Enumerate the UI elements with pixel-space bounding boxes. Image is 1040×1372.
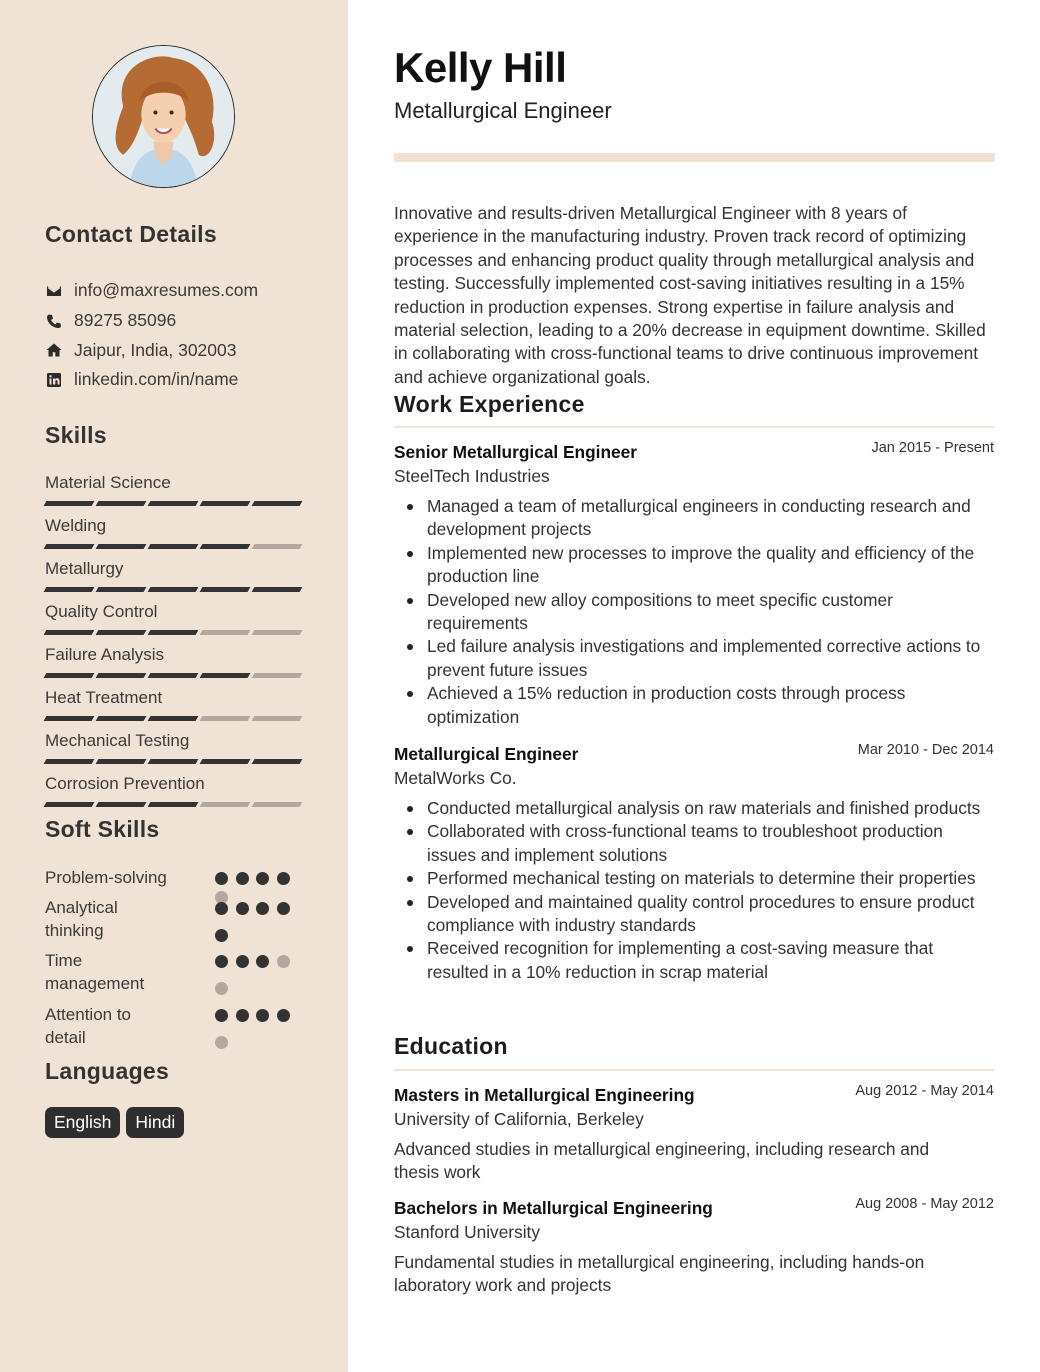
- skill-item: [45, 515, 303, 558]
- phone-icon: [45, 312, 63, 330]
- skill-level-bar: [45, 587, 303, 592]
- soft-skill-dot: [215, 902, 228, 915]
- company-name: SteelTech Industries: [394, 466, 550, 486]
- skill-level-segment: [96, 587, 147, 592]
- skill-item: [45, 472, 303, 515]
- skill-level-segment: [96, 501, 147, 506]
- avatar: [92, 45, 235, 188]
- skill-level-segment: [252, 759, 303, 764]
- soft-skill-dot: [215, 955, 228, 968]
- skill-level-segment: [200, 716, 251, 721]
- contact-list: [45, 276, 335, 395]
- skill-name: Mechanical Testing: [45, 731, 190, 750]
- skill-level-segment: [252, 716, 303, 721]
- languages-heading: Languages: [45, 1058, 170, 1084]
- skill-level-segment: [200, 630, 251, 635]
- list-item: Collaborated with cross-functional teams to troubleshoot production issues and implement solutions: [394, 820, 994, 867]
- skill-level-segment: [44, 673, 95, 678]
- experience-entry: [394, 744, 994, 984]
- soft-skill-dot: [215, 872, 228, 885]
- entry-header: [394, 1198, 994, 1221]
- list-item: Implemented new processes to improve the quality and efficiency of the production line: [394, 542, 994, 589]
- contact-email-text: info@maxresumes.com: [74, 280, 259, 301]
- contact-heading: Contact Details: [45, 221, 217, 247]
- skill-item: [45, 558, 303, 601]
- soft-skill-dots: [215, 949, 295, 1003]
- soft-skill-dot: [215, 929, 228, 942]
- entry-header: [394, 744, 994, 767]
- skill-level-segment: [252, 501, 303, 506]
- skill-level-bar: [45, 716, 303, 721]
- skill-level-segment: [96, 759, 147, 764]
- soft-skill-dot: [256, 872, 269, 885]
- skill-item: [45, 773, 303, 816]
- soft-skill-dot: [236, 872, 249, 885]
- skill-level-bar: [45, 501, 303, 506]
- school-name: University of California, Berkeley: [394, 1109, 644, 1129]
- skill-level-segment: [96, 716, 147, 721]
- contact-linkedin-text: linkedin.com/in/name: [74, 369, 239, 390]
- list-item: Performed mechanical testing on materials to determine their properties: [394, 867, 994, 890]
- list-item: Developed new alloy compositions to meet specific customer requirements: [394, 589, 994, 636]
- skill-level-segment: [252, 544, 303, 549]
- job-date: Mar 2010 - Dec 2014: [857, 742, 994, 758]
- skill-name: Heat Treatment: [45, 688, 163, 707]
- soft-skill-name: Time management: [45, 951, 145, 993]
- soft-skill-dot: [277, 955, 290, 968]
- education-entry: [394, 1198, 994, 1298]
- home-icon: [45, 341, 63, 359]
- contact-email[interactable]: [45, 276, 335, 306]
- education-entry: [394, 1085, 994, 1185]
- education-heading: Education: [394, 1033, 508, 1059]
- skill-level-segment: [148, 716, 199, 721]
- experience-entry: [394, 442, 994, 729]
- languages-list: [45, 1107, 184, 1138]
- skill-level-segment: [200, 501, 251, 506]
- section-divider: [394, 426, 994, 428]
- skill-level-segment: [252, 673, 303, 678]
- skills-list: [45, 472, 303, 816]
- skill-level-segment: [148, 673, 199, 678]
- skill-level-bar: [45, 630, 303, 635]
- list-item: Achieved a 15% reduction in production costs through process optimization: [394, 682, 994, 729]
- soft-skill-dot: [256, 1009, 269, 1022]
- soft-skill-dots: [215, 1003, 295, 1057]
- work-experience-heading: Work Experience: [394, 391, 585, 417]
- linkedin-icon: [45, 371, 63, 389]
- envelope-icon: [45, 282, 63, 300]
- skill-level-segment: [44, 716, 95, 721]
- skill-item: [45, 601, 303, 644]
- skill-item: [45, 730, 303, 773]
- skill-level-segment: [96, 673, 147, 678]
- job-date: Jan 2015 - Present: [871, 440, 994, 456]
- skill-level-bar: [45, 673, 303, 678]
- education-date: Aug 2008 - May 2012: [855, 1196, 994, 1212]
- list-item: Managed a team of metallurgical engineers in conducting research and development projects: [394, 495, 994, 542]
- soft-skill-item: [45, 866, 335, 896]
- header-divider: [394, 153, 995, 162]
- skill-level-segment: [96, 544, 147, 549]
- degree-title: Masters in Metallurgical Engineering: [394, 1085, 695, 1105]
- skill-level-segment: [44, 501, 95, 506]
- soft-skill-dot: [236, 955, 249, 968]
- education-description: Advanced studies in metallurgical engineering, including research and thesis work: [394, 1139, 930, 1183]
- soft-skill-dot: [277, 872, 290, 885]
- contact-address: [45, 335, 335, 365]
- skill-name: Welding: [45, 516, 107, 535]
- soft-skill-dot: [215, 982, 228, 995]
- entry-header: [394, 1085, 994, 1108]
- section-divider: [394, 1069, 994, 1071]
- sidebar: [0, 0, 348, 1372]
- soft-skill-item: [45, 1003, 335, 1057]
- skill-level-segment: [148, 544, 199, 549]
- skill-level-segment: [148, 587, 199, 592]
- soft-skill-dot: [236, 1009, 249, 1022]
- soft-skill-dot: [277, 902, 290, 915]
- school-name: Stanford University: [394, 1222, 540, 1242]
- skill-level-segment: [148, 802, 199, 807]
- contact-phone-text: 89275 85096: [74, 310, 177, 331]
- list-item: Developed and maintained quality control procedures to ensure product compliance with industry standards: [394, 891, 994, 938]
- soft-skill-name: Problem-solving: [45, 868, 167, 887]
- skill-item: [45, 687, 303, 730]
- candidate-title: Metallurgical Engineer: [394, 98, 612, 123]
- soft-skill-dots: [215, 866, 295, 896]
- skill-name: Metallurgy: [45, 559, 124, 578]
- profile-summary: Innovative and results-driven Metallurgical Engineer with 8 years of experience in the manufacturing industry. Proven track record of optimizing processes and enhancing product quality through metallurgical analysis and testing. Successfully implemented cost-saving initiatives resulting in a 15% reduction in production expenses. Strong expertise in failure analysis and material selection, leading to a 20% decrease in equipment downtime. Skilled in collaborating with cross-functional teams to drive continuous improvement and achieve organizational goals.: [394, 203, 986, 387]
- skill-level-segment: [44, 587, 95, 592]
- skills-heading: Skills: [45, 422, 107, 448]
- skill-level-segment: [200, 544, 251, 549]
- skill-level-segment: [148, 759, 199, 764]
- list-item: Led failure analysis investigations and implemented corrective actions to prevent future issues: [394, 635, 994, 682]
- soft-skill-name: Analytical thinking: [45, 898, 118, 940]
- responsibility-list: [394, 797, 994, 984]
- skill-level-segment: [96, 630, 147, 635]
- skill-level-segment: [44, 630, 95, 635]
- skill-level-segment: [44, 802, 95, 807]
- skill-level-bar: [45, 802, 303, 807]
- soft-skills-heading: Soft Skills: [45, 816, 160, 842]
- skill-level-segment: [200, 759, 251, 764]
- soft-skill-name: Attention to detail: [45, 1005, 132, 1047]
- skill-level-segment: [200, 802, 251, 807]
- degree-title: Bachelors in Metallurgical Engineering: [394, 1198, 713, 1218]
- profile-photo: [93, 46, 234, 187]
- skill-level-segment: [44, 544, 95, 549]
- contact-phone[interactable]: [45, 306, 335, 336]
- responsibility-list: [394, 495, 994, 729]
- soft-skill-item: [45, 949, 335, 1003]
- soft-skill-dot: [215, 1009, 228, 1022]
- skill-name: Quality Control: [45, 602, 158, 621]
- skill-level-segment: [148, 630, 199, 635]
- soft-skill-dot: [256, 902, 269, 915]
- skill-item: [45, 644, 303, 687]
- soft-skills-list: [45, 866, 335, 1057]
- skill-level-bar: [45, 544, 303, 549]
- list-item: Received recognition for implementing a cost-saving measure that resulted in a 10% reduction in scrap material: [394, 937, 994, 984]
- skill-level-segment: [200, 673, 251, 678]
- skill-level-segment: [252, 587, 303, 592]
- education-description: Fundamental studies in metallurgical engineering, including hands-on laboratory work and projects: [394, 1252, 925, 1296]
- skill-level-segment: [44, 759, 95, 764]
- language-badge: Hindi: [126, 1107, 184, 1138]
- soft-skill-item: [45, 896, 335, 949]
- job-title: Senior Metallurgical Engineer: [394, 442, 637, 462]
- soft-skill-dots: [215, 896, 295, 949]
- contact-address-text: Jaipur, India, 302003: [74, 339, 237, 360]
- soft-skill-dot: [215, 1036, 228, 1049]
- language-badge: English: [45, 1107, 120, 1138]
- job-title: Metallurgical Engineer: [394, 744, 579, 764]
- list-item: Conducted metallurgical analysis on raw materials and finished products: [394, 797, 994, 820]
- soft-skill-dot: [236, 902, 249, 915]
- soft-skill-dot: [277, 1009, 290, 1022]
- skill-level-bar: [45, 759, 303, 764]
- education-date: Aug 2012 - May 2014: [855, 1083, 994, 1099]
- entry-header: [394, 442, 994, 465]
- skill-level-segment: [252, 802, 303, 807]
- skill-level-segment: [148, 501, 199, 506]
- skill-level-segment: [200, 587, 251, 592]
- skill-name: Material Science: [45, 473, 171, 492]
- candidate-name: Kelly Hill: [394, 44, 567, 91]
- soft-skill-dot: [256, 955, 269, 968]
- skill-level-segment: [252, 630, 303, 635]
- contact-linkedin[interactable]: [45, 365, 335, 395]
- skill-name: Corrosion Prevention: [45, 774, 205, 793]
- company-name: MetalWorks Co.: [394, 768, 517, 788]
- skill-level-segment: [96, 802, 147, 807]
- skill-name: Failure Analysis: [45, 645, 165, 664]
